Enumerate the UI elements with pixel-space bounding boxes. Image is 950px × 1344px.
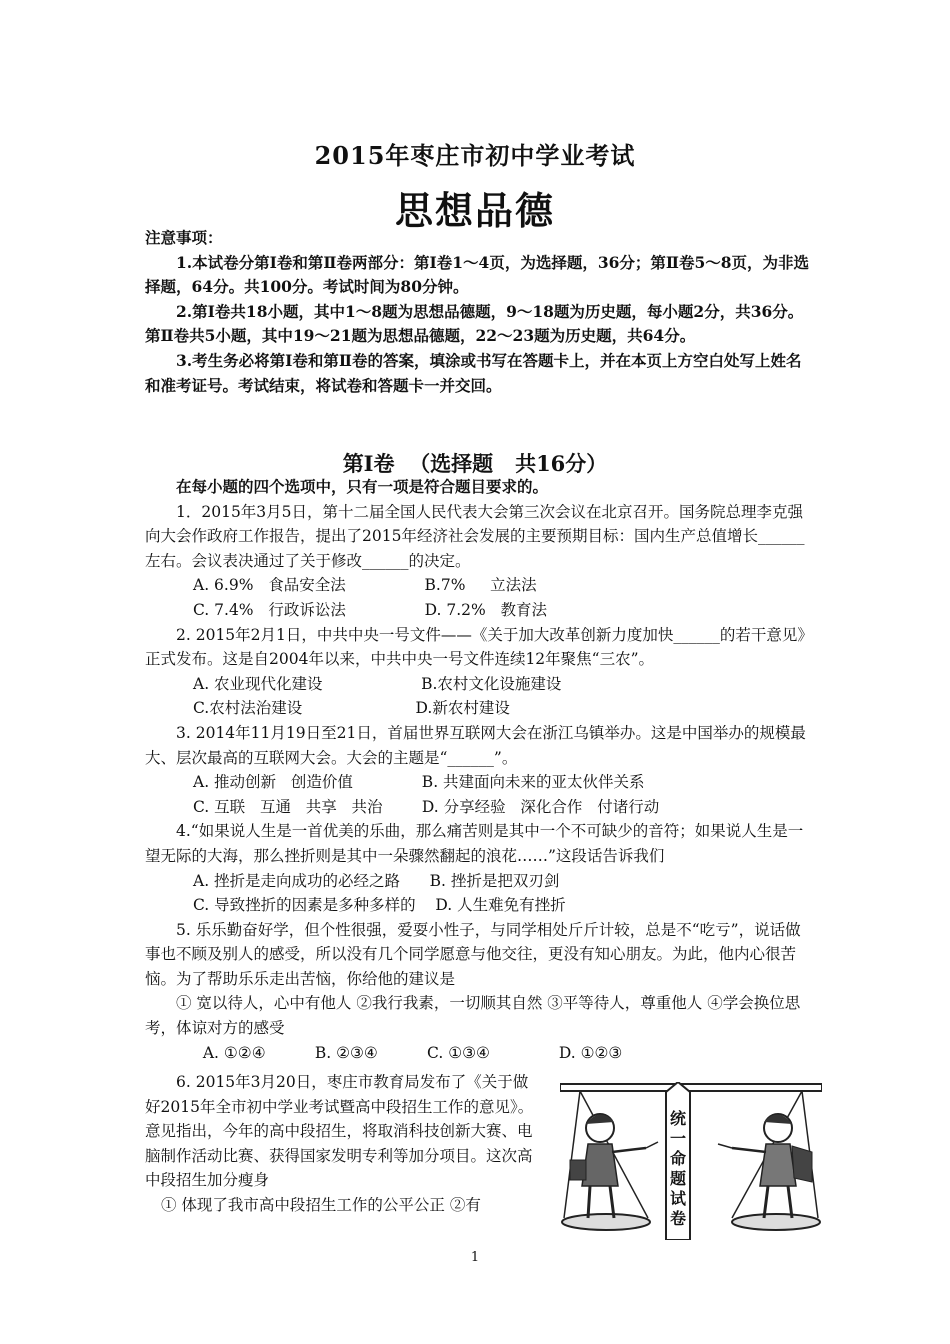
question-sub-items: ① 宽以待人，心中有他人 ②我行我素，一切顺其自然 ③平等待人，尊重他人 ④学会换位思考，体谅对方的感受 [145, 994, 801, 1038]
question-option: A. 挫折是走向成功的必经之路 B. 挫折是把双刃剑 [193, 871, 560, 890]
notice-item: 2.第Ⅰ卷共18小题，其中1～8题为思想品德题，9～18题为历史题，每小题2分，共36分。第Ⅱ卷共5小题，其中19～21题为思想品德题，22～23题为历史题，共64分。 [145, 301, 804, 346]
notice-heading: 注意事项： [145, 228, 223, 247]
notice-block [145, 226, 813, 398]
question-stem: 2. 2015年2月1日，中共中央一号文件——《关于加大改革创新力度加快______的若干意见》正式发布。这是自2004年以来，中共中央一号文件连续12年聚焦“三农”。 [145, 625, 813, 669]
pillar-char: 卷 [669, 1209, 687, 1228]
question-option: C. 互联 互通 共享 共治 D. 分享经验 深化合作 付诸行动 [193, 797, 660, 816]
cartoon-drawing [560, 1082, 822, 1240]
question-option: C. 导致挫折的因素是多种多样的 D. 人生难免有挫折 [193, 896, 566, 915]
pillar-char: 统 [669, 1109, 687, 1128]
question-option: A. 推动创新 创造价值 B. 共建面向未来的亚太伙伴关系 [193, 773, 645, 792]
scale-of-justice-cartoon [560, 1082, 822, 1240]
question-sub-items: ① 体现了我市高中段招生工作的公平公正 ②有 [161, 1195, 481, 1214]
subject-title: 思想品德 [394, 188, 555, 233]
question-stem: 3. 2014年11月19日至21日，首届世界互联网大会在浙江乌镇举办。这是中国举办的规模最大、层次最高的互联网大会。大会的主题是“______”。 [145, 723, 806, 767]
pillar-char: 命 [669, 1149, 687, 1168]
notice-item: 3.考生务必将第Ⅰ卷和第Ⅱ卷的答案，填涂或书写在答题卡上，并在本页上方空白处写上姓名和准考证号。考试结束，将试卷和答题卡一并交回。 [145, 350, 802, 395]
pillar-char: 试 [669, 1189, 687, 1208]
question-6 [145, 1070, 535, 1218]
exam-title: 2015年枣庄市初中学业考试 [314, 141, 636, 170]
question-stem: 6. 2015年3月20日，枣庄市教育局发布了《关于做好2015年全市初中学业考试暨高中段招生工作的意见》。意见指出，今年的高中段招生，将取消科技创新大赛、电脑制作活动比赛、获得国家发明专利等加分项目。这次高中段招生加分瘦身 [145, 1073, 534, 1190]
question-option: C. 7.4% 行政诉讼法 D. 7.2% 教育法 [193, 600, 548, 619]
question-option: A. ①②④ B. ②③④ C. ①③④ D. ①②③ [193, 1043, 623, 1062]
question-stem: 1．2015年3月5日，第十二届全国人民代表大会第三次会议在北京召开。国务院总理李克强向大会作政府工作报告，提出了2015年经济社会发展的主要预期目标：国内生产总值增长______左右。会议表决通过了关于修改______的决定。 [145, 502, 805, 570]
section-instruction: 在每小题的四个选项中，只有一项是符合题目要求的。 [176, 477, 549, 496]
question-option: A. 农业现代化建设 B.农村文化设施建设 [193, 674, 562, 693]
pillar-char: 题 [669, 1169, 687, 1188]
question-option: C.农村法治建设 D.新农村建设 [193, 699, 510, 718]
question-stem: 4.“如果说人生是一首优美的乐曲，那么痛苦则是其中一个不可缺少的音符；如果说人生是一望无际的大海，那么挫折则是其中一朵骤然翻起的浪花……”这段话告诉我们 [145, 822, 804, 865]
pillar-char: 一 [669, 1129, 687, 1148]
page-number: 1 [470, 1250, 480, 1265]
question-option: A. 6.9% 食品安全法 B.7% 立法法 [193, 576, 537, 595]
notice-item: 1.本试卷分第Ⅰ卷和第Ⅱ卷两部分：第Ⅰ卷1～4页，为选择题，36分；第Ⅱ卷5～8页，为非选择题，64分。共100分。考试时间为80分钟。 [145, 252, 810, 297]
question-stem: 5. 乐乐勤奋好学，但个性很强，爱耍小性子，与同学相处斤斤计较，总是不“吃亏”，说话做事也不顾及别人的感受，所以没有几个同学愿意与他交往，更没有知心朋友。为此，他内心很苦恼。为了帮助乐乐走出苦恼，你给他的建议是 [145, 920, 801, 988]
section-title: 第Ⅰ卷 （选择题 共16分） [342, 451, 608, 476]
questions-block [145, 475, 813, 1065]
